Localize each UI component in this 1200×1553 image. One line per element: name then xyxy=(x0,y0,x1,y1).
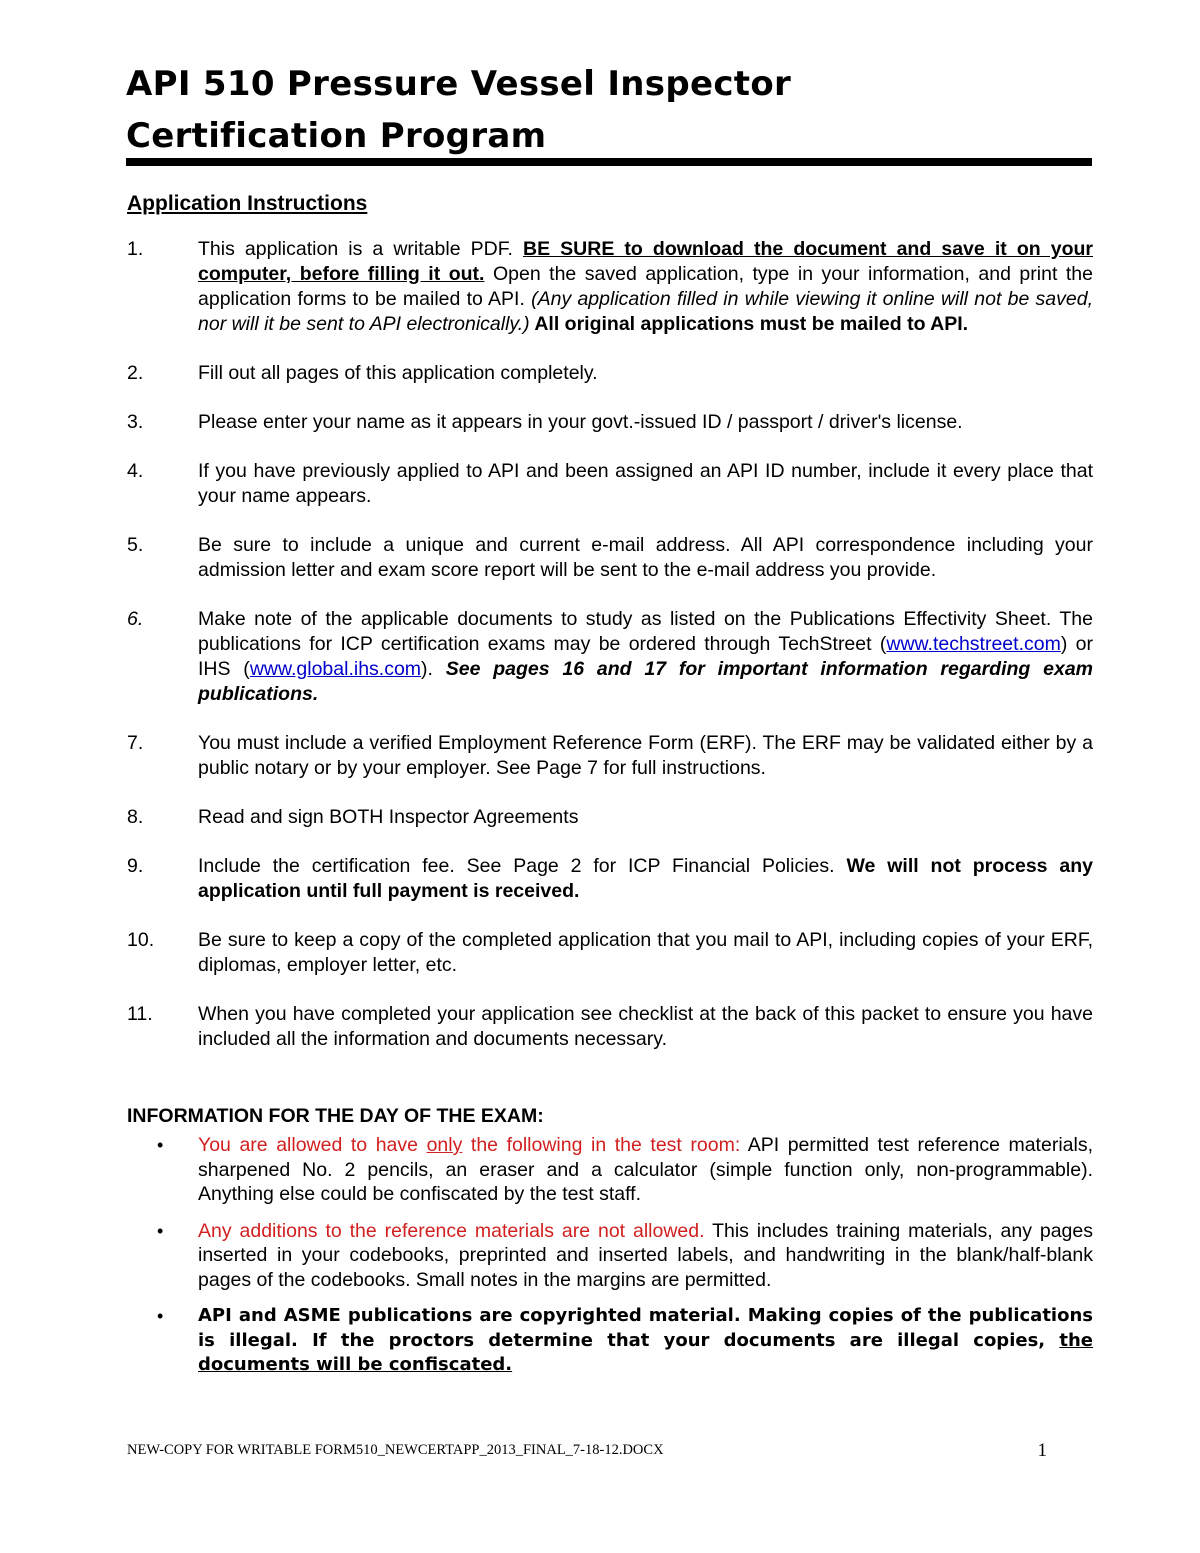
item-number: 7. xyxy=(127,732,144,754)
item-text: Please enter your name as it appears in your govt.-issued ID / passport / driver's license. xyxy=(198,411,963,433)
list-item xyxy=(127,410,1093,435)
instructions-list xyxy=(127,237,1093,1076)
text-run: This application is a writable PDF. xyxy=(198,238,523,260)
item-text: You must include a verified Employment Reference Form (ERF). The ERF may be validated either by a public notary or by your employer. See Page 7 for full instructions. xyxy=(198,732,1093,779)
text-run: Open the saved application, type in your information, and print the application forms to be mailed to API. xyxy=(198,263,1093,310)
item-text: Be sure to keep a copy of the completed application that you mail to API, including copies of your ERF, diplomas, employer letter, etc. xyxy=(198,929,1093,976)
bullet-icon: • xyxy=(157,1135,164,1155)
exam-info-heading: INFORMATION FOR THE DAY OF THE EXAM: xyxy=(127,1105,544,1127)
item-text: If you have previously applied to API and been assigned an API ID number, include it every place that your name appears. xyxy=(198,460,1093,507)
item-number: 3. xyxy=(127,411,144,433)
emphasis-text: BE SURE to download the document and save it on your computer, before filling it out. xyxy=(198,238,1093,285)
page-footer xyxy=(127,1442,1047,1459)
item-number: 8. xyxy=(127,806,144,828)
ihs-link[interactable]: www.global.ihs.com xyxy=(249,658,422,680)
list-item xyxy=(127,237,1093,337)
red-text: Any additions to the reference materials are not allowed. xyxy=(198,1219,705,1242)
list-item xyxy=(127,1219,1093,1293)
title-line-2: Certification Program xyxy=(126,116,547,156)
list-item xyxy=(127,805,1093,830)
list-item xyxy=(127,1133,1093,1207)
item-text: When you have completed your application see checklist at the back of this packet to ensure you have included all the information and documents necessary. xyxy=(198,1003,1093,1050)
red-text: the following in the test room: xyxy=(462,1134,741,1156)
bold-text: All original applications must be mailed to API. xyxy=(529,313,969,335)
bullet-icon: • xyxy=(157,1306,164,1326)
item-text xyxy=(198,607,1093,707)
text-run: Include the certification fee. See Page 2 for ICP Financial Policies. xyxy=(198,855,847,877)
item-number: 2. xyxy=(127,362,144,384)
item-number: 6. xyxy=(127,608,144,630)
item-text xyxy=(198,1304,1093,1378)
bold-italic-note: See pages 16 and 17 for important information regarding exam publications. xyxy=(198,658,1094,705)
text-run: ) or IHS ( xyxy=(198,633,1093,680)
list-item xyxy=(127,854,1093,904)
italic-note: (Any application filled in while viewing it online will not be saved, nor will it be sent to API electronically.) xyxy=(198,288,1093,335)
title-line-1: API 510 Pressure Vessel Inspector xyxy=(126,64,792,104)
item-text xyxy=(198,1219,1093,1293)
bold-text: We will not process any application until full payment is received. xyxy=(198,855,1093,902)
list-item xyxy=(127,459,1093,509)
list-item xyxy=(127,361,1093,386)
item-number: 9. xyxy=(127,855,144,877)
red-underlined-text: only xyxy=(426,1134,463,1156)
list-item xyxy=(127,1304,1093,1378)
item-text: Fill out all pages of this application completely. xyxy=(198,362,598,384)
text-run: API permitted test reference materials, sharpened No. 2 pencils, an eraser and a calculator (simple function only, non-programmable). Anything else could be confiscated by the test staff. xyxy=(198,1134,1093,1205)
item-number: 10. xyxy=(127,929,155,951)
page-number: 1 xyxy=(1037,1440,1047,1461)
techstreet-link[interactable]: www.techstreet.com xyxy=(886,633,1061,655)
bullet-icon: • xyxy=(157,1220,164,1241)
list-item xyxy=(127,928,1093,978)
bold-underlined-text: the documents will be confiscated. xyxy=(198,1329,1093,1375)
item-number: 11. xyxy=(127,1003,153,1025)
exam-info-list xyxy=(127,1133,1093,1390)
red-text: You are allowed to have xyxy=(198,1134,427,1156)
item-text xyxy=(198,1133,1093,1207)
item-text: Read and sign BOTH Inspector Agreements xyxy=(198,806,579,828)
text-run: This includes training materials, any pages inserted in your codebooks, preprinted and inserted labels, and handwriting in the blank/half-blank pages of the codebooks. Small notes in the margins are permitted. xyxy=(198,1219,1093,1291)
item-text xyxy=(198,854,1093,904)
list-item xyxy=(127,1002,1093,1052)
bold-text: API and ASME publications are copyrighted material. Making copies of the publications is illegal. If the proctors determine that your documents are illegal copies, xyxy=(198,1305,1093,1351)
page-title xyxy=(126,58,1106,162)
item-number: 1. xyxy=(127,238,144,260)
item-number: 4. xyxy=(127,460,144,482)
footer-filename: NEW-COPY FOR WRITABLE FORM510_NEWCERTAPP_2013_FINAL_7-18-12.DOCX xyxy=(127,1442,664,1458)
item-number: 5. xyxy=(127,534,144,556)
list-item xyxy=(127,731,1093,781)
list-item xyxy=(127,607,1093,707)
title-divider xyxy=(126,158,1092,166)
item-text: Be sure to include a unique and current e-mail address. All API correspondence including your admission letter and exam score report will be sent to the e-mail address you provide. xyxy=(198,534,1093,581)
section-heading: Application Instructions xyxy=(127,192,368,215)
text-run: ). xyxy=(421,658,446,680)
list-item xyxy=(127,533,1093,583)
text-run: Make note of the applicable documents to study as listed on the Publications Effectivity Sheet. The publications for ICP certification exams may be ordered through TechStreet ( xyxy=(198,608,1093,655)
item-text xyxy=(198,237,1093,337)
